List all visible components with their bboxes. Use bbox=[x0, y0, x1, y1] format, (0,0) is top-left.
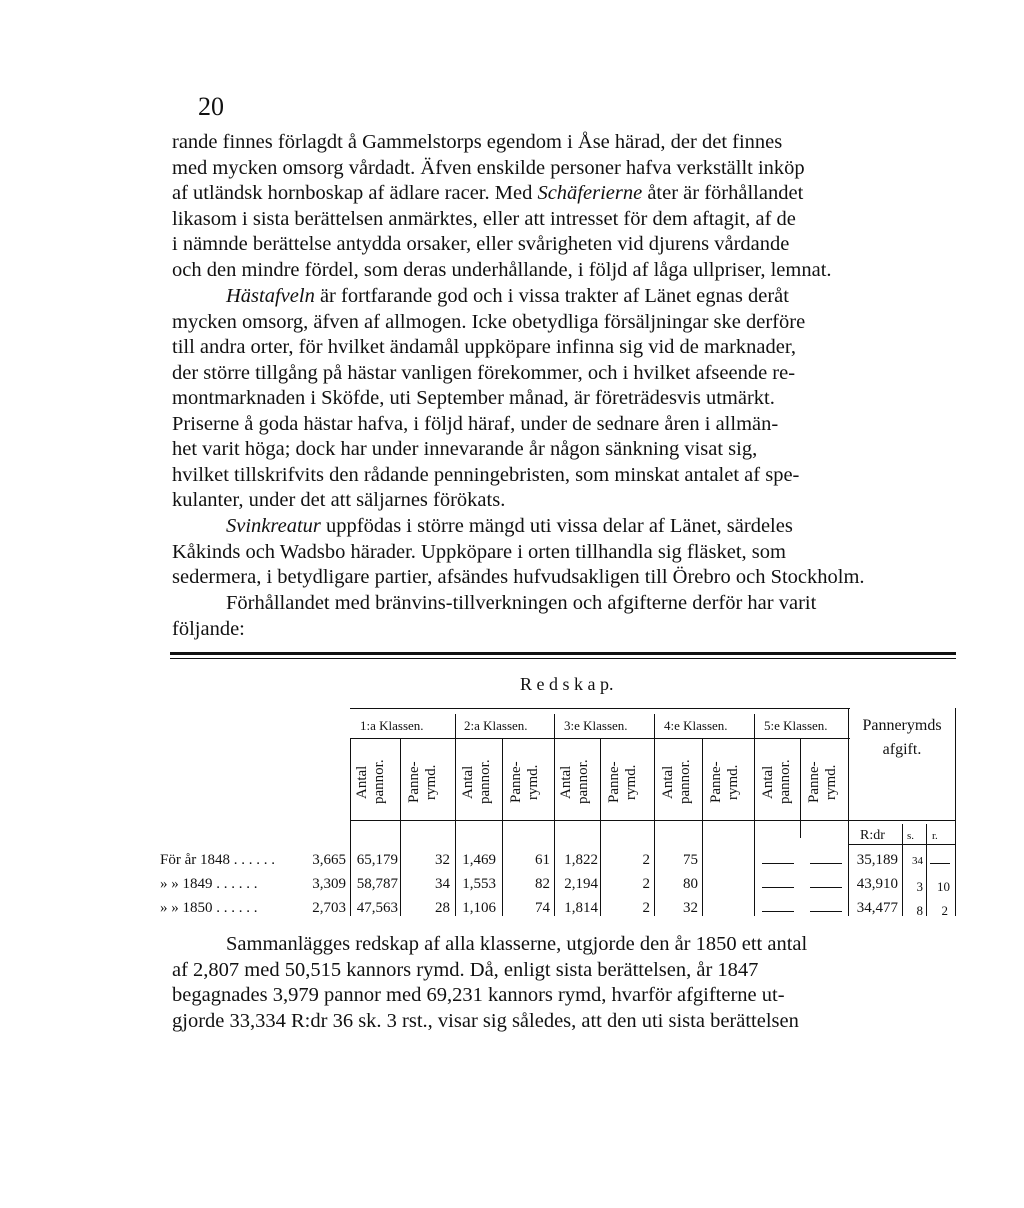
text-line: Kåkinds och Wadsbo härader. Uppköpare i orten tillhandla sig fläsket, som bbox=[172, 540, 786, 563]
column-rule bbox=[350, 738, 351, 916]
column-rule bbox=[702, 738, 703, 916]
subheader-antal: Antal pannor. bbox=[660, 759, 693, 805]
column-rule bbox=[455, 714, 456, 916]
column-rule bbox=[902, 824, 903, 916]
table-cell: 2,703 bbox=[312, 900, 346, 916]
text-line-part: Med bbox=[494, 182, 538, 204]
table-cell: 61 bbox=[535, 852, 550, 868]
table-cell: 3,309 bbox=[312, 876, 346, 892]
table-cell: 32 bbox=[683, 900, 698, 916]
table-cell: 1,814 bbox=[564, 900, 598, 916]
table-cell: 74 bbox=[535, 900, 550, 916]
paragraph-4 bbox=[172, 591, 956, 642]
paragraph-2 bbox=[172, 284, 956, 514]
empty-cell-dash bbox=[930, 863, 950, 864]
column-rule bbox=[800, 738, 801, 838]
text-line: Priserne å goda hästar hafva, i följd häraf, under de sednare åren i allmän- bbox=[172, 412, 779, 435]
table-cell: 2 bbox=[642, 900, 650, 916]
column-rule bbox=[955, 708, 956, 916]
text-line: sedermera, i betydligare partier, afsändes hufvudsakligen till Örebro och Stockholm. bbox=[172, 566, 865, 588]
text-line: mycken omsorg, äfven af allmogen. Icke obetydliga försäljningar ske derföre bbox=[172, 310, 806, 333]
subheader-antal: Antal pannor. bbox=[460, 759, 493, 805]
table-top-rule bbox=[170, 652, 956, 655]
table-cell: 35,189 bbox=[856, 852, 898, 868]
empty-cell-dash bbox=[762, 887, 794, 888]
subheader-antal: Antal pannor. bbox=[354, 759, 387, 805]
text-line: Sammanlägges redskap af alla klasserne, utgjorde den år 1850 ett antal bbox=[226, 933, 808, 955]
table-cell: 34,477 bbox=[856, 900, 898, 916]
empty-cell-dash bbox=[810, 911, 842, 912]
text-line: Förhållandet med bränvins-tillverkningen och afgifterne derför har varit bbox=[226, 592, 817, 614]
text-line-part: af utländsk hornboskap af ädlare racer. bbox=[172, 182, 490, 204]
column-rule bbox=[554, 714, 555, 916]
empty-cell-dash bbox=[762, 863, 794, 864]
paragraph-3 bbox=[172, 514, 956, 591]
column-rule bbox=[400, 738, 401, 916]
text-line: montmarknaden i Sköfde, uti September månad, är företrädesvis utmärkt. bbox=[172, 387, 775, 409]
distillery-table bbox=[160, 658, 956, 928]
column-rule bbox=[754, 714, 755, 916]
table-cell: 80 bbox=[683, 876, 698, 892]
emphasis-term: Svinkreatur bbox=[226, 515, 321, 537]
table-cell: 32 bbox=[435, 852, 450, 868]
text-line-part: uppfödas i större mängd uti vissa delar af Länet, särdeles bbox=[320, 515, 793, 537]
table-cell: 34 bbox=[435, 876, 450, 892]
text-line: rande finnes förlagdt å Gammelstorps egendom i Åse härad, der det finnes bbox=[172, 131, 783, 153]
text-line: och den mindre fördel, som deras underhållande, i följd af låga ullpriser, lemnat. bbox=[172, 258, 832, 281]
text-line: följande: bbox=[172, 617, 245, 640]
column-rule bbox=[654, 714, 655, 916]
fee-unit-rdr: R:dr bbox=[860, 828, 885, 843]
text-line: af 2,807 med 50,515 kannors rymd. Då, enligt sista berättelsen, år 1847 bbox=[172, 958, 759, 981]
text-line: likasom i sista berättelsen anmärktes, eller att intresset för dem aftagit, af de bbox=[172, 207, 796, 230]
column-rule bbox=[600, 738, 601, 916]
empty-cell-dash bbox=[810, 887, 842, 888]
subheader-antal: Antal pannor. bbox=[760, 759, 793, 805]
table-cell: 3 bbox=[916, 879, 923, 894]
table-cell: 1,469 bbox=[462, 852, 496, 868]
paragraph-5 bbox=[172, 932, 956, 1034]
table-cell: 75 bbox=[683, 852, 698, 868]
table-cell: 28 bbox=[435, 900, 450, 916]
column-rule bbox=[926, 824, 927, 916]
text-line: med mycken omsorg vårdadt. Äfven enskilde personer hafva verkställt inköp bbox=[172, 156, 805, 179]
text-line bbox=[172, 284, 956, 310]
table-cell: 3,665 bbox=[312, 852, 346, 868]
text-line: kulanter, under det att säljarnes förökats. bbox=[172, 489, 506, 511]
table-cell: 1,106 bbox=[462, 900, 496, 916]
text-line: till andra orter, för hvilket ändamål uppköpare infinna sig vid de marknader, bbox=[172, 336, 796, 358]
redskap-header: R e d s k a p. bbox=[520, 674, 614, 694]
text-line-part: är fortfarande god och i vissa trakter af Länet egnas deråt bbox=[314, 285, 789, 307]
text-line: het varit höga; dock har under innevarande år någon sänkning visat sig, bbox=[172, 438, 758, 460]
table-cell: 47,563 bbox=[356, 900, 398, 916]
table-cell: 82 bbox=[535, 876, 550, 892]
column-rule bbox=[848, 708, 849, 916]
emphasis-term: Hästafveln bbox=[226, 285, 315, 307]
row-label-1848: För år 1848 . . . . . . bbox=[160, 852, 275, 868]
emphasis-term: Schäferierne bbox=[537, 182, 643, 204]
text-line: der större tillgång på hästar vanligen förekommer, och i hvilket afseende re- bbox=[172, 361, 796, 384]
header-bottom-rule bbox=[350, 820, 956, 821]
column-rule bbox=[502, 738, 503, 916]
table-cell: 65,179 bbox=[356, 852, 398, 868]
text-line bbox=[172, 514, 956, 540]
table-cell: 1,553 bbox=[462, 876, 496, 892]
table-cell: 2,194 bbox=[564, 876, 598, 892]
text-line: hvilket tillskrifvits den rådande penningebristen, som minskat antalet af spe- bbox=[172, 463, 800, 486]
table-cell: 2 bbox=[941, 903, 948, 918]
text-line bbox=[172, 181, 956, 207]
text-line: gjorde 33,334 R:dr 36 sk. 3 rst., visar sig således, att den uti sista berättelsen bbox=[172, 1009, 799, 1032]
row-label-1850: » » 1850 . . . . . . bbox=[160, 900, 258, 916]
subheader-antal: Antal pannor. bbox=[558, 759, 591, 805]
class-header-2: 2:a Klassen. bbox=[464, 718, 528, 733]
subheader-rymd: Panne- rymd. bbox=[708, 761, 741, 803]
text-line: i nämnde berättelse antydda orsaker, eller svårigheten vid djurens vårdande bbox=[172, 233, 790, 255]
subheader-rymd: Panne- rymd. bbox=[606, 761, 639, 803]
table-cell: 10 bbox=[937, 879, 950, 894]
text-line-part: åter är förhållandet bbox=[642, 182, 804, 204]
table-cell: 34 bbox=[912, 855, 923, 867]
empty-cell-dash bbox=[810, 863, 842, 864]
class-header-3: 3:e Klassen. bbox=[564, 718, 628, 733]
class-header-1: 1:a Klassen. bbox=[360, 718, 424, 733]
table-cell: 2 bbox=[642, 852, 650, 868]
table-cell: 58,787 bbox=[356, 876, 398, 892]
fee-header: Pannerymds afgift. bbox=[862, 717, 942, 758]
paragraph-1 bbox=[172, 130, 956, 283]
text-line: begagnades 3,979 pannor med 69,231 kannors rymd, hvarför afgifterne ut- bbox=[172, 984, 785, 1006]
table-cell: 43,910 bbox=[856, 876, 898, 892]
subheader-rymd: Panne- rymd. bbox=[406, 761, 439, 803]
empty-cell-dash bbox=[762, 911, 794, 912]
subheader-rymd: Panne- rymd. bbox=[508, 761, 541, 803]
fee-unit-r: r. bbox=[932, 830, 938, 842]
page-number: 20 bbox=[198, 92, 224, 121]
table-cell: 8 bbox=[916, 903, 923, 918]
table-cell: 2 bbox=[642, 876, 650, 892]
row-label-1849: » » 1849 . . . . . . bbox=[160, 876, 258, 892]
redskap-underline bbox=[350, 708, 850, 709]
subheader-rymd: Panne- rymd. bbox=[806, 761, 839, 803]
class-header-4: 4:e Klassen. bbox=[664, 718, 728, 733]
table-cell: 1,822 bbox=[564, 852, 598, 868]
class-header-5: 5:e Klassen. bbox=[764, 718, 828, 733]
fee-unit-s: s. bbox=[907, 830, 915, 842]
